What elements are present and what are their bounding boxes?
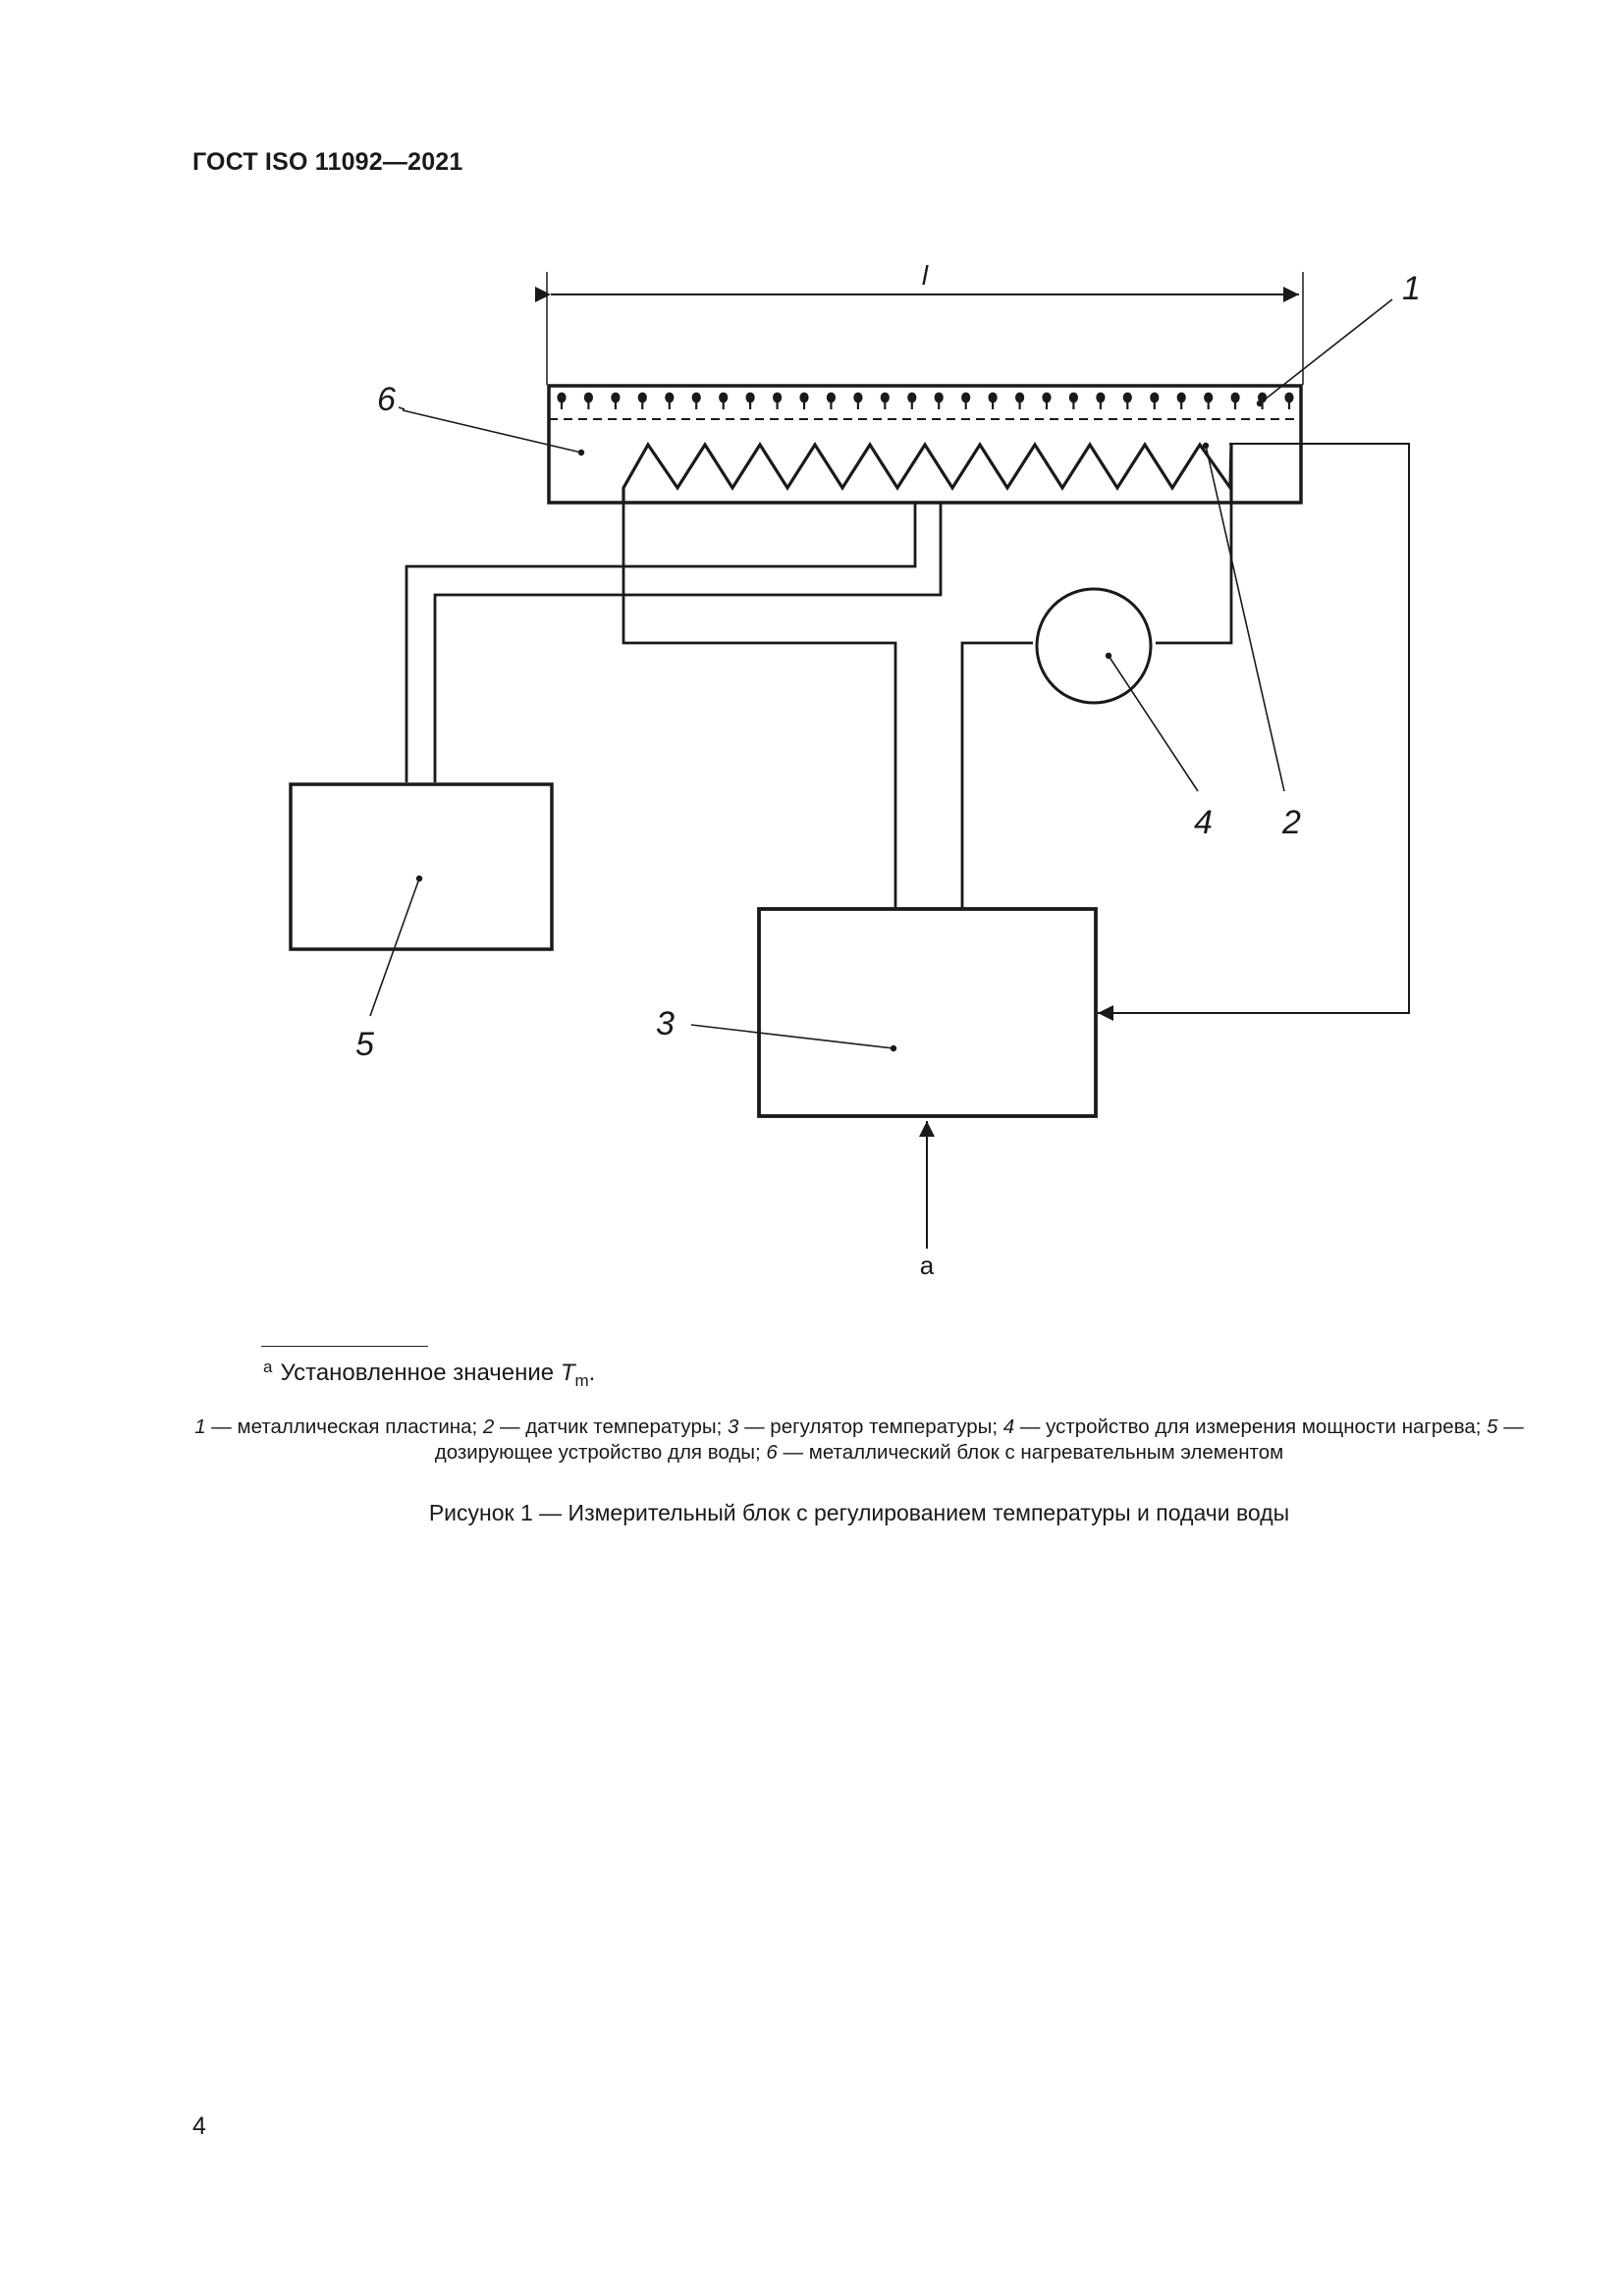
callout-2: 2 bbox=[1282, 804, 1301, 841]
callout-5: 5 bbox=[355, 1026, 374, 1063]
figure-legend bbox=[187, 1415, 1532, 1466]
callout-4: 4 bbox=[1194, 804, 1213, 841]
power-meter bbox=[1037, 589, 1151, 703]
legend-item: 6 — металлический блок с нагревательным элементом bbox=[766, 1441, 1284, 1464]
set-value-label: a bbox=[919, 1251, 935, 1280]
dosing-device bbox=[291, 784, 552, 949]
legend-item: 5 — дозирующее устройство для воды; bbox=[434, 1415, 1524, 1464]
footnote-rule bbox=[261, 1346, 428, 1347]
heater-wire-left bbox=[623, 503, 895, 908]
figure-caption: Рисунок 1 — Измерительный блок с регулированием температуры и подачи воды bbox=[428, 1500, 1290, 1525]
callout-6: 6 bbox=[377, 381, 396, 418]
footnote-marker: a bbox=[263, 1358, 273, 1376]
metal-plate-perforations bbox=[557, 393, 1293, 409]
temperature-regulator bbox=[759, 909, 1096, 1116]
dimension-label: l bbox=[921, 260, 929, 291]
footnote-end: . bbox=[588, 1360, 596, 1386]
footnote-text: Установленное значение bbox=[280, 1360, 555, 1386]
heating-element bbox=[623, 445, 1231, 503]
heater-wire-right bbox=[1156, 503, 1231, 643]
footnote-symbol: T bbox=[560, 1360, 575, 1386]
callout-3: 3 bbox=[656, 1005, 675, 1042]
power-meter-wire bbox=[962, 643, 1033, 908]
legend-item: 4 — устройство для измерения мощности нагрева; bbox=[1002, 1415, 1488, 1438]
footnote-subscript: m bbox=[574, 1371, 589, 1390]
footnote bbox=[263, 1358, 595, 1391]
sensor-line bbox=[1098, 444, 1409, 1013]
callout-1: 1 bbox=[1402, 270, 1421, 307]
legend-item: 2 — датчик температуры; bbox=[482, 1415, 728, 1438]
document-header: ГОСТ ISO 11092—2021 bbox=[192, 148, 463, 176]
page-number: 4 bbox=[192, 2112, 206, 2140]
dimension-l bbox=[547, 260, 1303, 385]
legend-item: 1 — металлическая пластина; bbox=[194, 1415, 483, 1438]
legend-item: 3 — регулятор температуры; bbox=[727, 1415, 1003, 1438]
